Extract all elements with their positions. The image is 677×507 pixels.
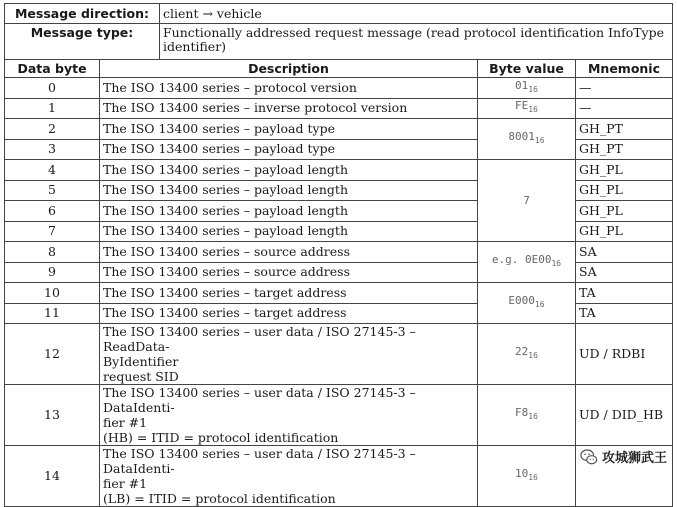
mnemonic-cell: GH_PL (576, 160, 673, 181)
mnemonic-cell: TA (576, 303, 673, 324)
description-line: fier #1 (103, 476, 148, 491)
description-cell: The ISO 13400 series – protocol version (100, 78, 478, 99)
col-header-mnemonic: Mnemonic (576, 60, 673, 78)
table-row (5, 160, 673, 181)
protocol-table-document (4, 3, 672, 507)
description-line: The ISO 13400 series – user data / ISO 27145-3 – DataIdenti- (103, 446, 416, 476)
table-row (5, 98, 673, 119)
message-header-table (4, 3, 673, 60)
byte-value-text: F8 (515, 405, 529, 419)
data-byte-cell: 3 (5, 139, 100, 160)
data-byte-cell: 0 (5, 78, 100, 99)
data-byte-cell: 12 (5, 324, 100, 385)
description-cell: The ISO 13400 series – inverse protocol version (100, 98, 478, 119)
description-cell: The ISO 13400 series – target address (100, 283, 478, 304)
data-byte-cell: 2 (5, 119, 100, 140)
byte-value-cell (478, 98, 576, 119)
data-byte-cell: 4 (5, 160, 100, 181)
mnemonic-cell: GH_PT (576, 139, 673, 160)
table-row (5, 78, 673, 99)
description-cell: The ISO 13400 series – payload length (100, 160, 478, 181)
col-header-description: Description (100, 60, 478, 78)
description-line: request SID (103, 369, 179, 384)
description-line: The ISO 13400 series – user data / ISO 27145-3 – DataIdenti- (103, 385, 416, 415)
description-cell: The ISO 13400 series – payload type (100, 139, 478, 160)
byte-value-text: 01 (515, 78, 529, 92)
byte-value-radix: 16 (551, 259, 562, 269)
watermark (580, 447, 667, 466)
table-row (5, 324, 673, 385)
byte-value-text: e.g. 0E00 (491, 252, 552, 266)
byte-value-radix: 16 (534, 300, 545, 310)
byte-value-cell (478, 78, 576, 99)
mnemonic-cell: SA (576, 242, 673, 263)
byte-value-radix: 16 (528, 105, 538, 115)
data-byte-cell: 5 (5, 180, 100, 201)
byte-value-text: 7 (523, 193, 530, 207)
description-cell (100, 446, 478, 507)
description-cell: The ISO 13400 series – payload length (100, 201, 478, 222)
description-cell: The ISO 13400 series – source address (100, 242, 478, 263)
byte-value-cell (478, 385, 576, 446)
mnemonic-cell: GH_PT (576, 119, 673, 140)
mnemonic-cell: GH_PL (576, 180, 673, 201)
message-direction-value: client → vehicle (160, 4, 673, 24)
description-cell (100, 324, 478, 385)
mnemonic-cell: — (576, 78, 673, 99)
data-byte-cell: 14 (5, 446, 100, 507)
data-byte-cell: 7 (5, 221, 100, 242)
byte-value-cell (478, 119, 576, 160)
byte-value-cell (478, 242, 576, 283)
data-byte-cell: 13 (5, 385, 100, 446)
byte-value-text: FE (515, 99, 529, 113)
byte-value-text: 8001 (508, 129, 535, 143)
description-cell (100, 385, 478, 446)
data-byte-table (4, 59, 673, 507)
description-cell: The ISO 13400 series – payload length (100, 221, 478, 242)
data-byte-cell: 10 (5, 283, 100, 304)
byte-value-text: E000 (508, 293, 535, 307)
data-byte-cell: 1 (5, 98, 100, 119)
watermark-text: 攻城狮武王 (601, 451, 667, 466)
byte-value-radix: 16 (528, 351, 538, 361)
mnemonic-cell: GH_PL (576, 201, 673, 222)
table-row (5, 119, 673, 140)
description-line: (LB) = ITID = protocol identification (103, 491, 336, 506)
byte-value-text: 22 (515, 344, 529, 358)
byte-value-text: 10 (515, 466, 529, 480)
description-line: The ISO 13400 series – user data / ISO 27145-3 – ReadData- (103, 324, 416, 354)
mnemonic-cell: SA (576, 262, 673, 283)
mnemonic-cell: UD / DID_HB (576, 385, 673, 446)
mnemonic-cell: GH_PL (576, 221, 673, 242)
wechat-logo-icon (580, 448, 598, 466)
description-cell: The ISO 13400 series – target address (100, 303, 478, 324)
data-byte-cell: 8 (5, 242, 100, 263)
table-row (5, 385, 673, 446)
description-cell: The ISO 13400 series – payload type (100, 119, 478, 140)
message-type-value: Functionally addressed request message (read protocol identification InfoType identifier) (160, 24, 673, 60)
description-cell: The ISO 13400 series – payload length (100, 180, 478, 201)
message-type-label: Message type: (5, 24, 160, 60)
mnemonic-cell: — (576, 98, 673, 119)
description-line: ByIdentifier (103, 354, 179, 369)
byte-value-cell (478, 160, 576, 242)
byte-value-radix: 16 (528, 473, 538, 483)
mnemonic-cell: UD / RDBI (576, 324, 673, 385)
byte-value-radix: 16 (528, 412, 538, 422)
col-header-data-byte: Data byte (5, 60, 100, 78)
byte-value-radix: 16 (528, 84, 538, 94)
byte-value-cell (478, 283, 576, 324)
description-line: (HB) = ITID = protocol identification (103, 430, 339, 445)
data-byte-cell: 9 (5, 262, 100, 283)
byte-value-radix: 16 (534, 136, 545, 146)
data-byte-cell: 6 (5, 201, 100, 222)
description-cell: The ISO 13400 series – source address (100, 262, 478, 283)
message-direction-label: Message direction: (5, 4, 160, 24)
table-row (5, 446, 673, 507)
mnemonic-cell: TA (576, 283, 673, 304)
table-header-row (5, 60, 673, 78)
col-header-byte-value: Byte value (478, 60, 576, 78)
description-line: fier #1 (103, 415, 148, 430)
data-byte-cell: 11 (5, 303, 100, 324)
table-row (5, 242, 673, 263)
byte-value-cell (478, 446, 576, 507)
table-row (5, 283, 673, 304)
byte-value-cell (478, 324, 576, 385)
